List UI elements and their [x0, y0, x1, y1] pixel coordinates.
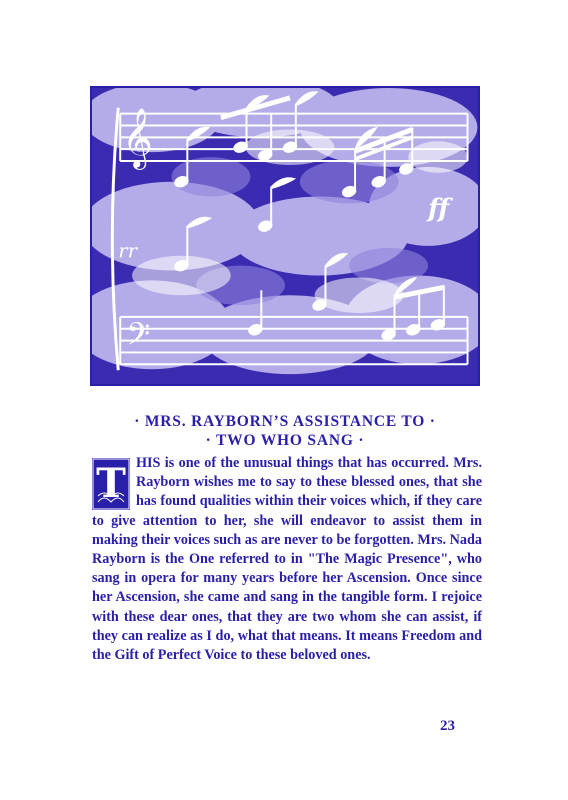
body-paragraph [92, 454, 482, 665]
chapter-heading-line-2: · TWO WHO SANG · [205, 432, 365, 449]
rr-marking: rr [118, 239, 138, 263]
cloud-music-scene [92, 88, 478, 384]
treble-clef-icon: 𝄞 [122, 108, 153, 169]
drop-cap [92, 458, 130, 510]
drop-cap-letter: T [96, 460, 126, 507]
chapter-heading-line-1: · MRS. RAYBORN’S ASSISTANCE TO · [134, 413, 436, 430]
page-number: 23 [440, 718, 455, 734]
bass-clef-icon: 𝄢 [126, 315, 151, 360]
fortissimo-marking: ff [428, 193, 450, 224]
winged-notes-illustration [90, 86, 480, 386]
body-text: HIS is one of the unusual things that has occurred. Mrs. Rayborn wishes me to say to these blessed ones, that she has found qualities within their voices which, if they care to give attention to her, she will endeavor to assist them in making their voices such as are never to be forgotten. Mrs. Nada Rayborn is the One referred to in "The Magic Presence", who sang in opera for many years before her Ascension. Once since her Ascension, she came and sang in the tangible form. I rejoice with these dear ones, that they are two whom she can assist, if they can realize as I do, what that means. It means Freedom and the Gift of Perfect Voice to these beloved ones. [92, 455, 482, 664]
